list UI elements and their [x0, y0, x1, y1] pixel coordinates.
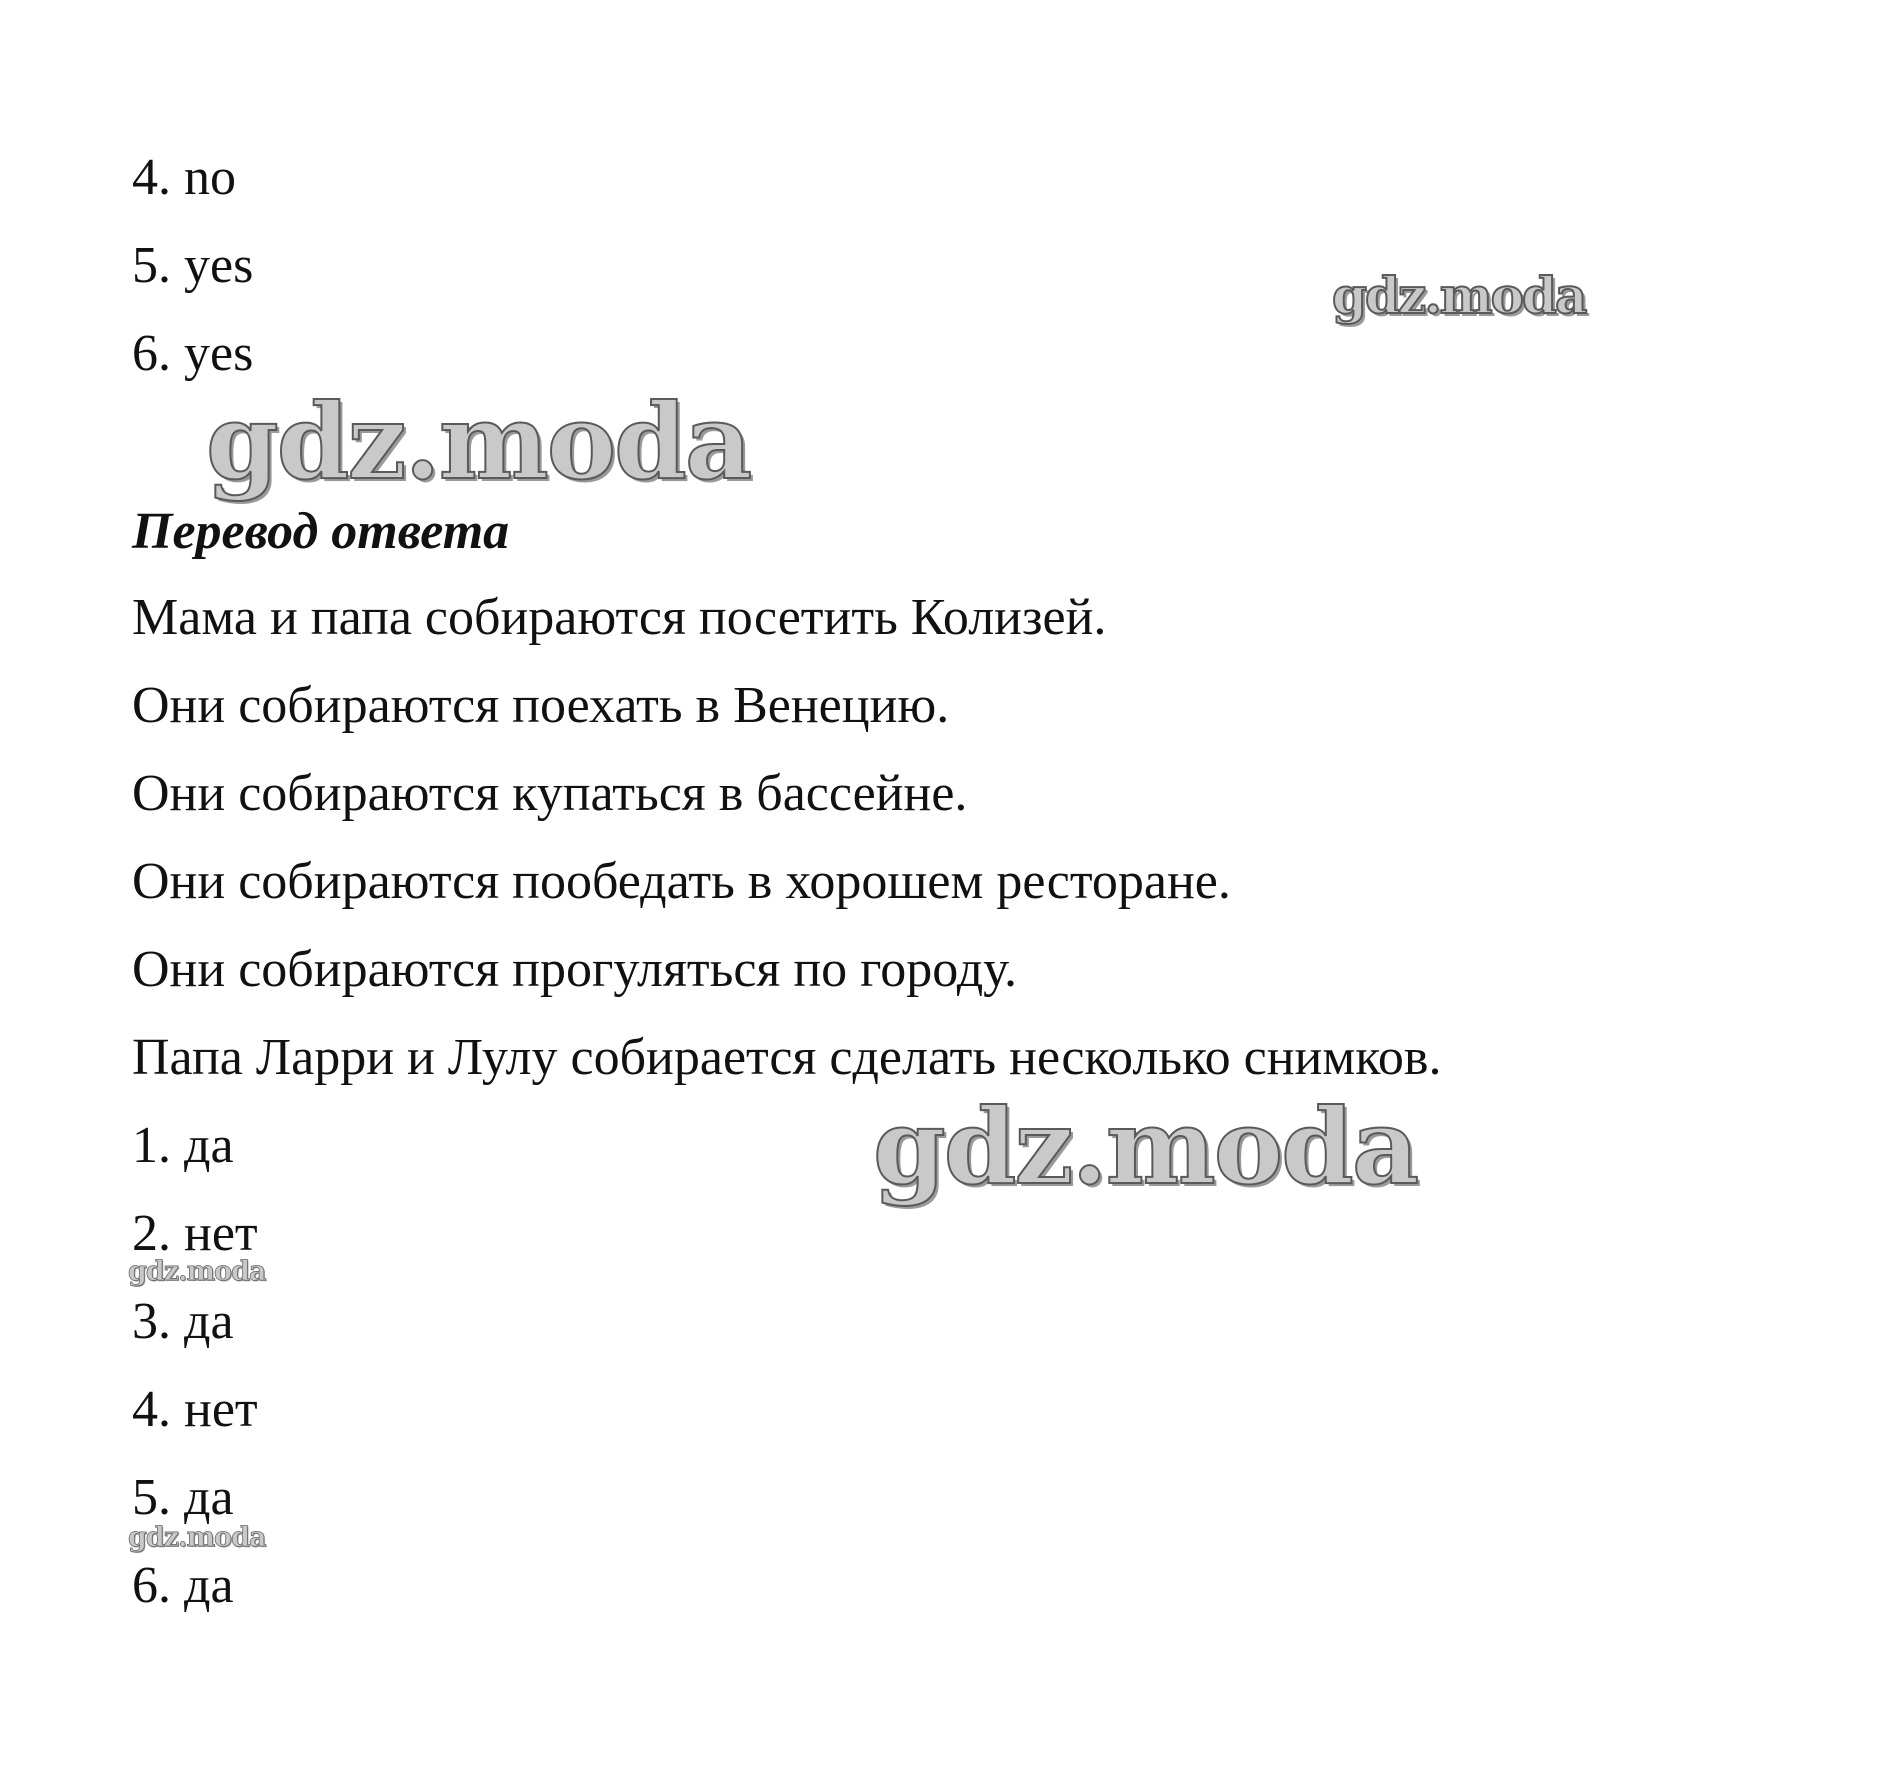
answer-en-4: 4. no	[132, 149, 236, 206]
watermark-top-right: gdz.moda	[1332, 266, 1586, 325]
translation-line-3: Они собираются купаться в бассейне.	[132, 765, 968, 822]
answer-en-5: 5. yes	[132, 237, 254, 294]
watermark-small-1: gdz.moda	[128, 1256, 266, 1287]
answer-ru-5: 5. да	[132, 1469, 234, 1526]
answer-ru-2: 2. нет	[132, 1205, 258, 1262]
watermark-large-2: gdz.moda	[873, 1085, 1418, 1208]
answer-en-6: 6. yes	[132, 325, 254, 382]
answer-ru-4: 4. нет	[132, 1381, 258, 1438]
section-heading: Перевод ответа	[132, 503, 510, 560]
watermark-large-1: gdz.moda	[206, 380, 751, 503]
answer-ru-3: 3. да	[132, 1293, 234, 1350]
translation-line-4: Они собираются пообедать в хорошем ресторане.	[132, 853, 1231, 910]
translation-line-2: Они собираются поехать в Венецию.	[132, 677, 950, 734]
translation-line-5: Они собираются прогуляться по городу.	[132, 941, 1017, 998]
answer-ru-6: 6. да	[132, 1557, 234, 1614]
watermark-small-2: gdz.moda	[128, 1522, 266, 1553]
translation-line-1: Мама и папа собираются посетить Колизей.	[132, 589, 1107, 646]
answer-ru-1: 1. да	[132, 1117, 234, 1174]
translation-line-6: Папа Ларри и Лулу собирается сделать несколько снимков.	[132, 1029, 1442, 1086]
